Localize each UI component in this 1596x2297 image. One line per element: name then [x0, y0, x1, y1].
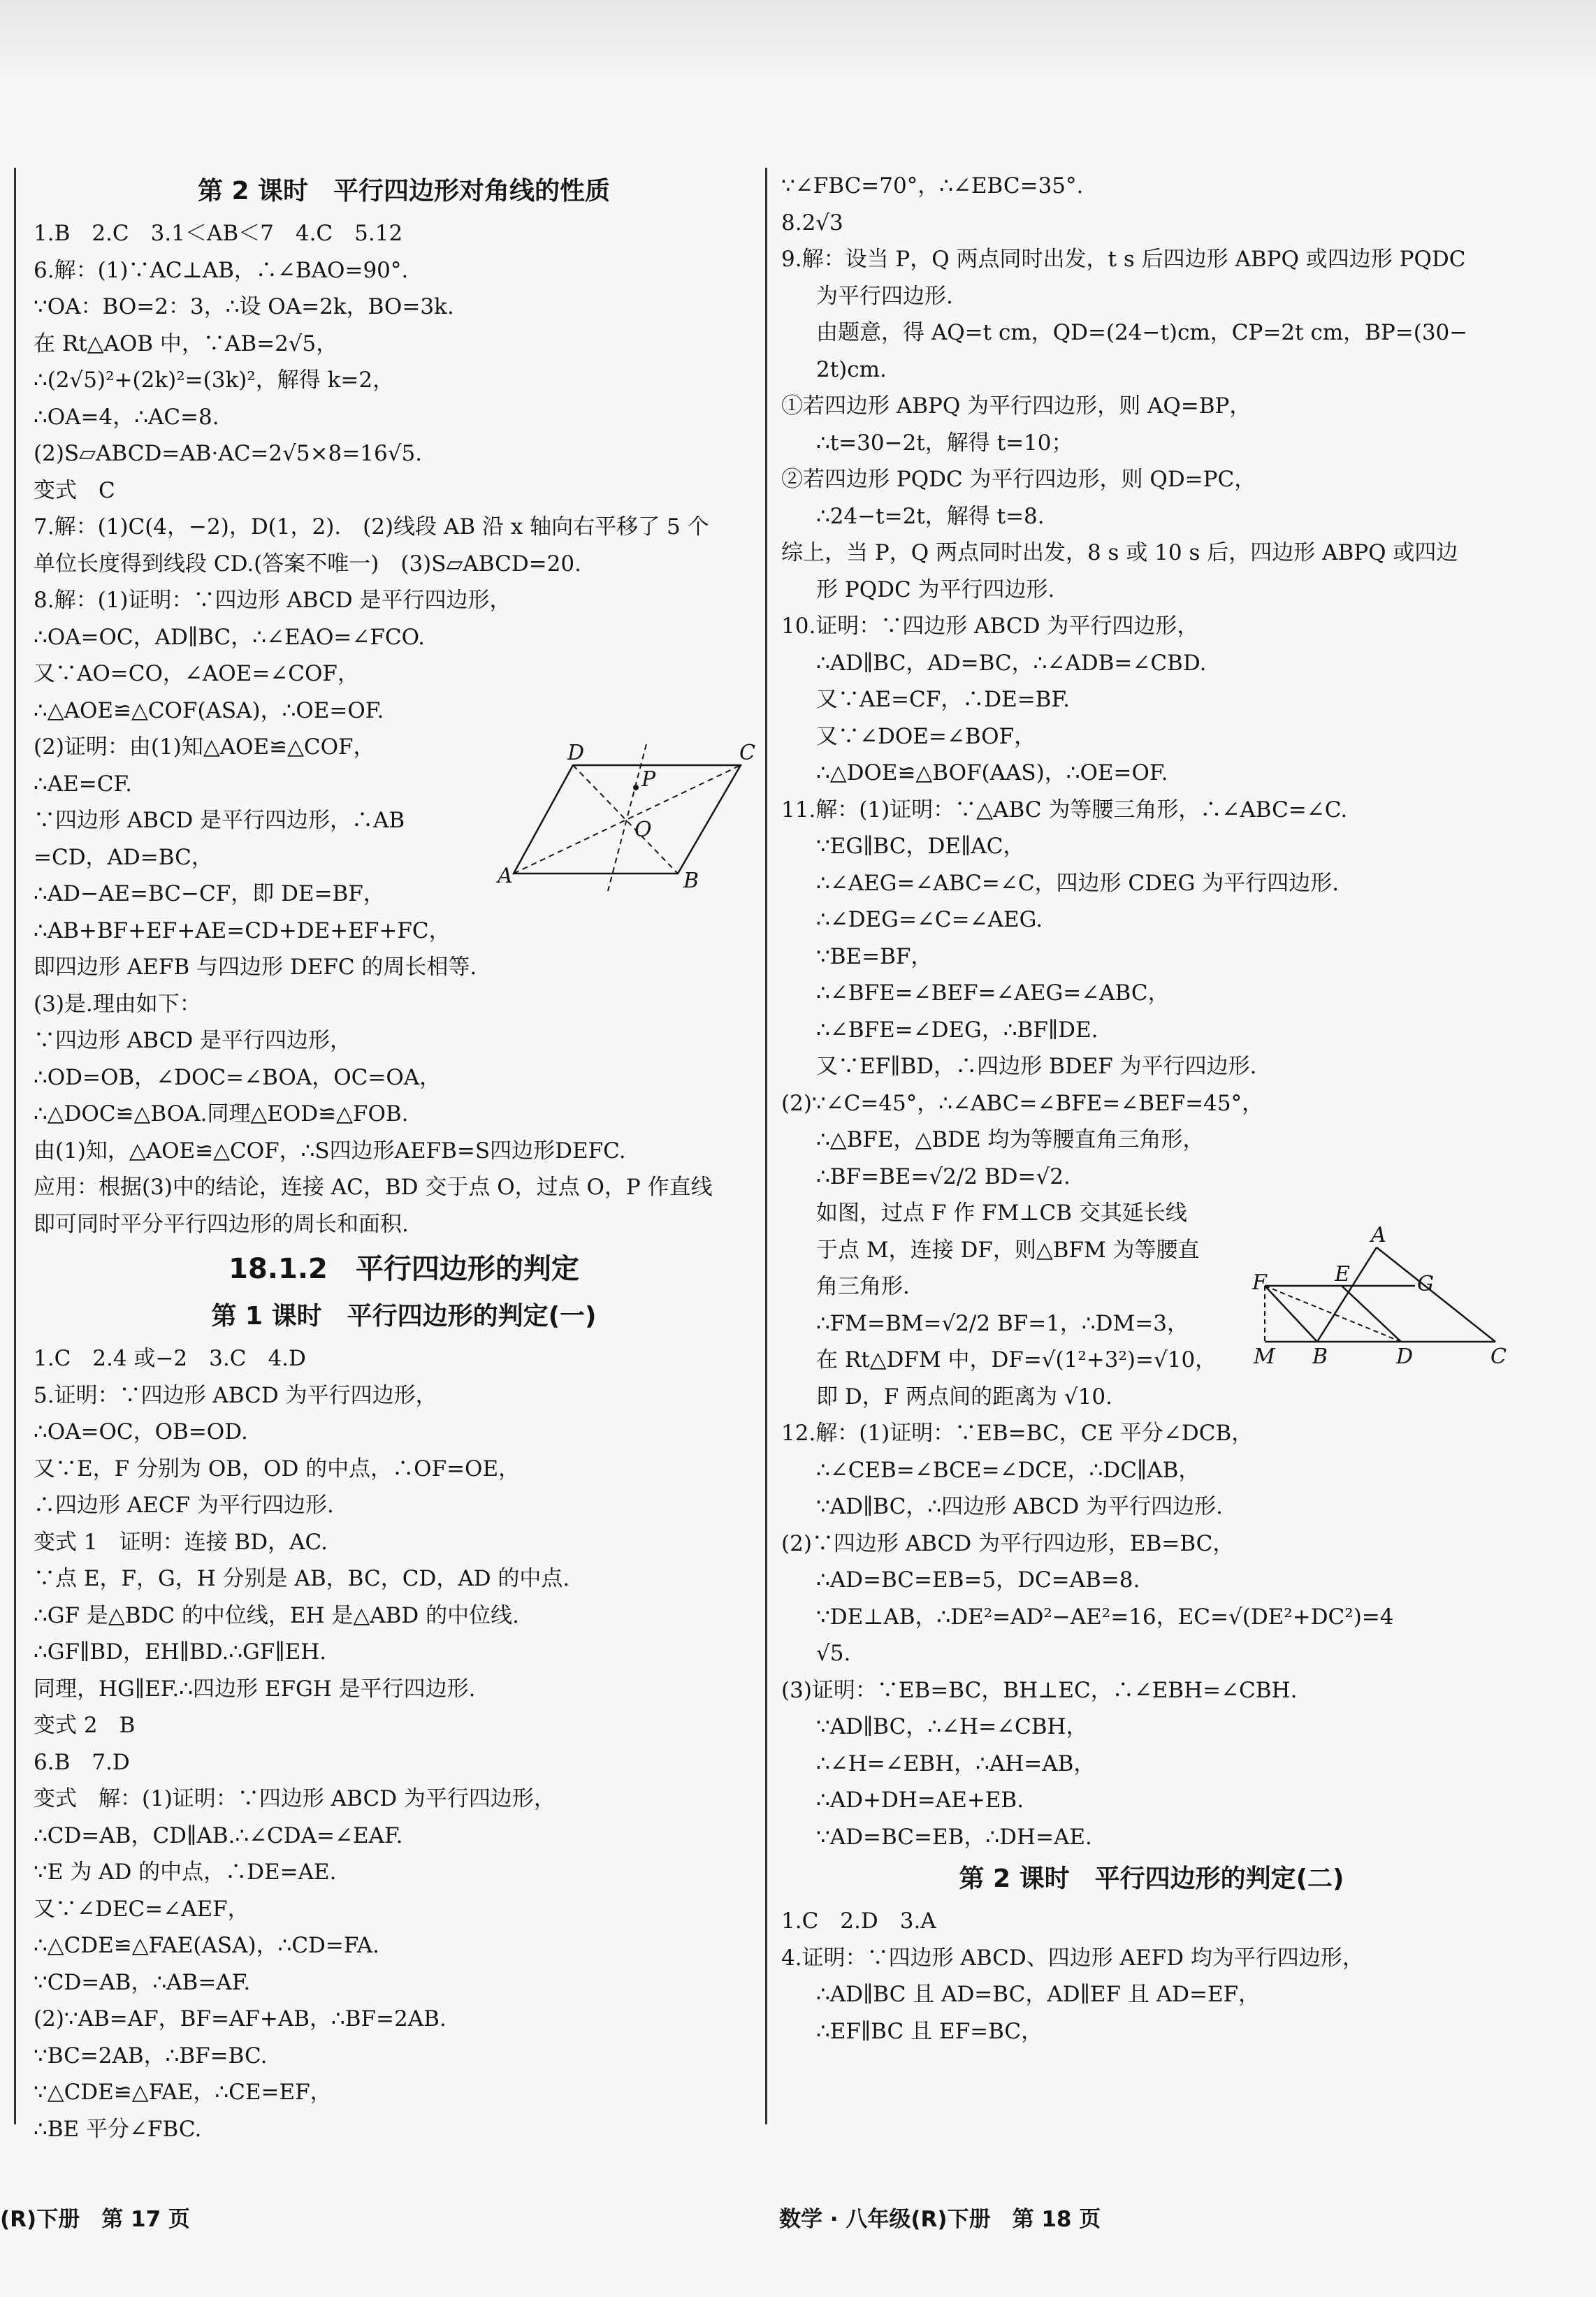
answer-line: ∵BC=2AB，∴BF=BC. — [34, 2043, 268, 2068]
fig1-label-D: D — [567, 741, 585, 765]
answer-line: 变式 解：(1)证明：∵四边形 ABCD 为平行四边形， — [34, 1786, 556, 1811]
answer-line: ∵∠FBC=70°，∴∠EBC=35°. — [781, 173, 1084, 198]
answer-line: 为平行四边形. — [816, 283, 953, 309]
answer-line: ①若四边形 ABPQ 为平行四边形，则 AQ=BP， — [781, 393, 1252, 419]
answer-line: (2)证明：由(1)知△AOE≌△COF， — [34, 734, 375, 760]
answer-line: 即四边形 AEFB 与四边形 DEFC 的周长相等. — [34, 955, 477, 980]
answer-line: 形 PQDC 为平行四边形. — [816, 577, 1055, 602]
answer-line: 综上，当 P，Q 两点同时出发，8 s 或 10 s 后，四边形 ABPQ 或四边 — [781, 540, 1458, 565]
answer-line: ∴t=30−2t，解得 t=10； — [816, 430, 1073, 456]
answer-line: ∵AD=BC=EB，∴DH=AE. — [816, 1824, 1092, 1850]
answer-line: 即可同时平分平行四边形的周长和面积. — [34, 1211, 409, 1237]
answer-line: 8.解：(1)证明：∵四边形 ABCD 是平行四边形， — [34, 588, 512, 613]
footer-left-page: (R)下册 第 17 页 — [0, 2207, 190, 2232]
answer-line: ∴△BFE，△BDE 均为等腰直角三角形， — [816, 1127, 1205, 1152]
answer-line: 1.C 2.4 或−2 3.C 4.D — [34, 1346, 306, 1371]
fig1-label-O: O — [634, 818, 652, 842]
answer-line: ∵四边形 ABCD 是平行四边形，∴AB — [34, 808, 405, 833]
answer-line: ∴EF∥BC 且 EF=BC， — [816, 2018, 1043, 2044]
lesson-heading: 第 2 课时 平行四边形的判定(二) — [959, 1864, 1344, 1893]
fig2-label-C: C — [1490, 1345, 1507, 1369]
fig1-label-B: B — [683, 869, 699, 893]
parallelogram-figure-abcd — [498, 741, 755, 898]
answer-line: ∴OA=OC，OB=OD. — [34, 1419, 248, 1444]
footer-right-page: 数学 · 八年级(R)下册 第 18 页 — [779, 2207, 1101, 2232]
answer-line: 由题意，得 AQ=t cm，QD=(24−t)cm，CP=2t cm，BP=(30− — [816, 320, 1468, 345]
answer-line: ∴OA=OC，AD∥BC，∴∠EAO=∠FCO. — [34, 624, 426, 650]
fig2-label-A: A — [1371, 1223, 1386, 1247]
answer-line: 12.解：(1)证明：∵EB=BC，CE 平分∠DCB， — [781, 1421, 1254, 1446]
answer-line: ∴FM=BM=√2/2 BF=1，∴DM=3， — [816, 1310, 1189, 1336]
answer-line: (3)证明：∵EB=BC，BH⊥EC，∴∠EBH=∠CBH. — [781, 1677, 1298, 1703]
answer-line: 5.证明：∵四边形 ABCD 为平行四边形， — [34, 1382, 437, 1408]
answer-line: 又∵E，F 分别为 OB，OD 的中点，∴OF=OE， — [34, 1456, 521, 1481]
answer-line: 6.B 7.D — [34, 1749, 130, 1775]
answer-line: ∴BF=BE=√2/2 BD=√2. — [816, 1164, 1071, 1189]
answer-line: ∴△DOC≌△BOA.同理△EOD≌△FOB. — [34, 1101, 409, 1126]
answer-line: 在 Rt△AOB 中，∵AB=2√5， — [34, 331, 338, 356]
answer-line: 4.证明：∵四边形 ABCD、四边形 AEFD 均为平行四边形， — [781, 1945, 1364, 1971]
lesson-heading: 第 2 课时 平行四边形对角线的性质 — [197, 177, 611, 205]
answer-line: ∴∠H=∠EBH，∴AH=AB， — [816, 1751, 1096, 1776]
answer-line: ∴△DOE≌△BOF(AAS)，∴OE=OF. — [816, 760, 1168, 785]
answer-line: 于点 M，连接 DF，则△BFM 为等腰直 — [816, 1237, 1200, 1263]
fig2-label-M: M — [1254, 1345, 1275, 1369]
answer-line: ∴(2√5)²+(2k)²=(3k)²，解得 k=2， — [34, 368, 395, 393]
left-column — [34, 168, 774, 2147]
answer-line: (3)是.理由如下： — [34, 991, 201, 1017]
answer-line: 又∵∠DOE=∠BOF， — [816, 723, 1036, 749]
answer-line: ∴GF 是△BDC 的中位线，EH 是△ABD 的中位线. — [34, 1602, 519, 1628]
answer-line: ∴AE=CF. — [34, 771, 132, 797]
answer-line: 单位长度得到线段 CD.(答案不唯一) (3)S▱ABCD=20. — [34, 551, 581, 577]
fig1-label-P: P — [641, 767, 656, 792]
fig2-label-B: B — [1312, 1345, 1328, 1369]
answer-line: 变式 2 B — [34, 1713, 136, 1738]
fig2-label-G: G — [1417, 1272, 1434, 1296]
answer-line: ∴GF∥BD，EH∥BD.∴GF∥EH. — [34, 1639, 327, 1665]
answer-line: 8.2√3 — [781, 210, 843, 236]
answer-line: =CD，AD=BC， — [34, 844, 213, 870]
answer-line: ∴∠CEB=∠BCE=∠DCE，∴DC∥AB， — [816, 1457, 1200, 1483]
answer-line: 由(1)知，△AOE≌△COF，∴S四边形AEFB=S四边形DEFC. — [34, 1138, 626, 1164]
answer-line: ∵E 为 AD 的中点，∴DE=AE. — [34, 1860, 337, 1885]
right-column — [781, 168, 1522, 2050]
answer-line: ∵EG∥BC，DE∥AC， — [816, 834, 1025, 859]
answer-line: ∴OD=OB，∠DOC=∠BOA，OC=OA， — [34, 1064, 442, 1090]
answer-line: 11.解：(1)证明：∵△ABC 为等腰三角形，∴∠ABC=∠C. — [781, 797, 1348, 823]
fig2-label-D: D — [1396, 1345, 1414, 1369]
answer-line: √5. — [816, 1641, 851, 1666]
answer-line: (2)∵∠C=45°，∴∠ABC=∠BFE=∠BEF=45°， — [781, 1090, 1264, 1116]
answer-line: 1.C 2.D 3.A — [781, 1908, 936, 1934]
answer-line: 变式 C — [34, 477, 115, 503]
fig2-label-F: F — [1252, 1270, 1267, 1295]
answer-line: ∵BE=BF， — [816, 943, 933, 969]
answer-line: ∴四边形 AECF 为平行四边形. — [34, 1493, 334, 1518]
answer-line: 又∵∠DEC=∠AEF， — [34, 1896, 249, 1922]
answer-line: ∴∠BFE=∠DEG，∴BF∥DE. — [816, 1017, 1098, 1043]
answer-line: 又∵AE=CF，∴DE=BF. — [816, 687, 1070, 712]
answer-line: 同理，HG∥EF.∴四边形 EFGH 是平行四边形. — [34, 1676, 476, 1702]
answer-line: ∴AD−AE=BC−CF，即 DE=BF， — [34, 881, 385, 906]
answer-line: 在 Rt△DFM 中，DF=√(1²+3²)=√10， — [816, 1347, 1217, 1372]
answer-line: ∵AD∥BC，∴四边形 ABCD 为平行四边形. — [816, 1494, 1223, 1519]
answer-line: ∴△AOE≌△COF(ASA)，∴OE=OF. — [34, 697, 384, 723]
answer-line: 如图，过点 F 作 FM⊥CB 交其延长线 — [816, 1201, 1187, 1226]
answer-line: 应用：根据(3)中的结论，连接 AC，BD 交于点 O，过点 O，P 作直线 — [34, 1175, 713, 1200]
answer-line: 1.B 2.C 3.1＜AB＜7 4.C 5.12 — [34, 221, 403, 246]
answer-line: 又∵EF∥BD，∴四边形 BDEF 为平行四边形. — [816, 1054, 1257, 1079]
answer-line: (2)S▱ABCD=AB·AC=2√5×8=16√5. — [34, 441, 423, 466]
triangle-figure-abc — [1252, 1223, 1516, 1369]
answer-line: ∴∠DEG=∠C=∠AEG. — [816, 907, 1043, 932]
fig1-label-A: A — [498, 864, 513, 888]
answer-line: ∵AD∥BC，∴∠H=∠CBH， — [816, 1714, 1088, 1739]
answer-line: 6.解：(1)∵AC⊥AB，∴∠BAO=90°. — [34, 257, 409, 283]
answer-line: ∴△CDE≌△FAE(ASA)，∴CD=FA. — [34, 1933, 379, 1958]
answer-line: ∵四边形 ABCD 是平行四边形， — [34, 1028, 352, 1053]
answer-line: ∵CD=AB，∴AB=AF. — [34, 1969, 251, 1995]
answer-line: 9.解：设当 P，Q 两点同时出发，t s 后四边形 ABPQ 或四边形 PQDC — [781, 247, 1466, 272]
left-margin-rule — [14, 168, 16, 2124]
answer-line: ∴∠AEG=∠ABC=∠C，四边形 CDEG 为平行四边形. — [816, 870, 1340, 896]
scan-top-band — [0, 0, 1596, 91]
answer-line: (2)∵AB=AF，BF=AF+AB，∴BF=2AB. — [34, 2006, 447, 2031]
answer-line: 10.证明：∵四边形 ABCD 为平行四边形， — [781, 614, 1199, 639]
answer-line: ∴AD∥BC 且 AD=BC，AD∥EF 且 AD=EF， — [816, 1982, 1261, 2007]
answer-line: 2t)cm. — [816, 356, 887, 382]
answer-line: ∵△CDE≌△FAE，∴CE=EF， — [34, 2080, 332, 2105]
answer-line: ∴∠BFE=∠BEF=∠AEG=∠ABC， — [816, 980, 1170, 1006]
answer-line: 7.解：(1)C(4，−2)，D(1，2). (2)线段 AB 沿 x 轴向右平移了 5 个 — [34, 514, 709, 539]
answer-line: ∴OA=4，∴AC=8. — [34, 404, 219, 430]
answer-line: 角三角形. — [816, 1274, 910, 1299]
answer-line: ∵DE⊥AB，∴DE²=AD²−AE²=16，EC=√(DE²+DC²)=4 — [816, 1604, 1394, 1630]
answer-line: (2)∵四边形 ABCD 为平行四边形，EB=BC， — [781, 1530, 1235, 1556]
answer-line: ∵点 E，F，G，H 分别是 AB，BC，CD，AD 的中点. — [34, 1566, 570, 1591]
answer-line: 又∵AO=CO，∠AOE=∠COF， — [34, 661, 359, 686]
answer-line: ∴24−t=2t，解得 t=8. — [816, 503, 1045, 529]
answer-line: ∴AB+BF+EF+AE=CD+DE+EF+FC， — [34, 918, 451, 943]
answer-line: 即 D，F 两点间的距离为 √10. — [816, 1384, 1112, 1410]
answer-line: ∵OA：BO=2：3，∴设 OA=2k，BO=3k. — [34, 294, 454, 319]
section-heading: 18.1.2 平行四边形的判定 — [228, 1253, 579, 1285]
answer-line: ∴BE 平分∠FBC. — [34, 2116, 202, 2142]
answer-line: ②若四边形 PQDC 为平行四边形，则 QD=PC， — [781, 467, 1256, 492]
answer-line: ∴AD∥BC，AD=BC，∴∠ADB=∠CBD. — [816, 650, 1207, 676]
answer-line: ∴AD+DH=AE+EB. — [816, 1788, 1024, 1813]
answer-line: 变式 1 证明：连接 BD，AC. — [34, 1529, 328, 1555]
answer-line: ∴CD=AB，CD∥AB.∴∠CDA=∠EAF. — [34, 1823, 403, 1848]
answer-line: ∴AD=BC=EB=5，DC=AB=8. — [816, 1567, 1140, 1593]
fig2-label-E: E — [1335, 1262, 1350, 1287]
fig1-label-C: C — [739, 741, 755, 765]
lesson-heading: 第 1 课时 平行四边形的判定(一) — [211, 1302, 597, 1331]
